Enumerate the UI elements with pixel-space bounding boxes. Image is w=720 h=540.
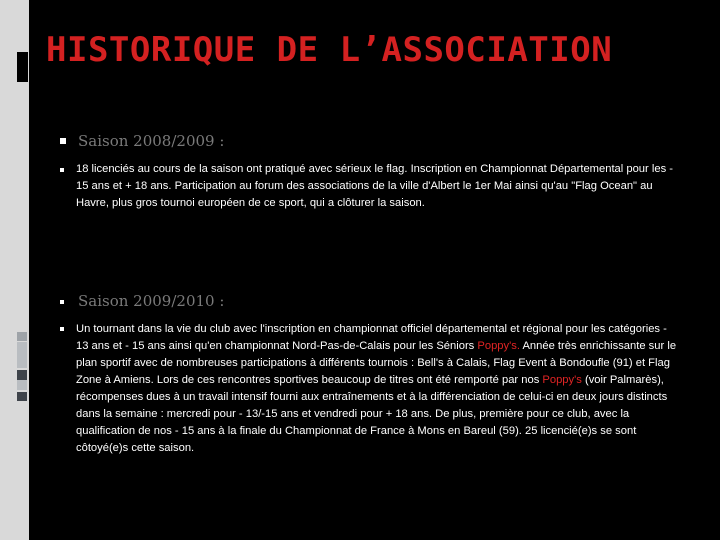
- strip-block-1: [17, 332, 27, 341]
- team-name-highlight: Poppy's.: [477, 340, 520, 352]
- bullet-icon: [60, 300, 64, 304]
- page-title: HISTORIQUE DE L’ASSOCIATION: [46, 30, 613, 70]
- title-marker: [17, 52, 28, 82]
- section-heading-text: Saison 2008/2009 :: [78, 132, 225, 150]
- paragraph-part-2: Année très enrichissante sur le plan sportif avec de nombreuses participations à différents tournois : Bell's à Calais, Flag Event à Bondoufle (91) et Flag Zone à Amiens. Lors de ces rencontres sportives beaucoup de titres ont été remporté par nos: [76, 340, 677, 386]
- paragraph-text: 18 licenciés au cours de la saison ont pratiqué avec sérieux le flag. Inscription en Championnat Départemental pour les - 15 ans et + 18 ans. Participation au forum des associations de la ville d'Albert le 1er Mai ainsi qu'au "Flag Ocean" au Havre, plus gros tournoi européen de ce sport, qui a clôturer la saison.: [76, 163, 674, 209]
- bullet-icon: [60, 327, 64, 331]
- section-paragraph-2009: [60, 321, 682, 481]
- strip-block-4: [17, 380, 27, 390]
- strip-block-5: [17, 392, 27, 401]
- paragraph-text: [76, 321, 680, 457]
- bullet-icon: [60, 168, 64, 172]
- strip-block-2: [17, 342, 27, 368]
- strip-block-3: [17, 370, 27, 380]
- paragraph-part-3: (voir Palmarès), récompenses dues à un travail intensif fourni aux entraînements et à la différenciation de celui-ci en deux jours distincts dans la semaine : mercredi pour - 13/-15 ans et vendredi pour + 18 ans. De plus, première pour ce club, avec la qualification de nos - 15 ans à la finale du Championnat de France à Mons en Bareul (59). 25 licencié(e)s se sont côtoyé(e)s cette saison.: [76, 374, 668, 454]
- section-paragraph-2008: [60, 161, 682, 215]
- section-heading-2008: [60, 132, 682, 152]
- section-heading-2009: [60, 292, 682, 312]
- team-name-highlight: Poppy's: [542, 374, 582, 386]
- paragraph-part-1: Un tournant dans la vie du club avec l'inscription en championnat officiel départemental et régional pour les catégories - 13 ans et - 15 ans ainsi qu'en championnat Nord-Pas-de-Calais pour les Séniors: [76, 323, 667, 352]
- section-heading-text: Saison 2009/2010 :: [78, 292, 225, 310]
- bullet-icon: [60, 138, 66, 144]
